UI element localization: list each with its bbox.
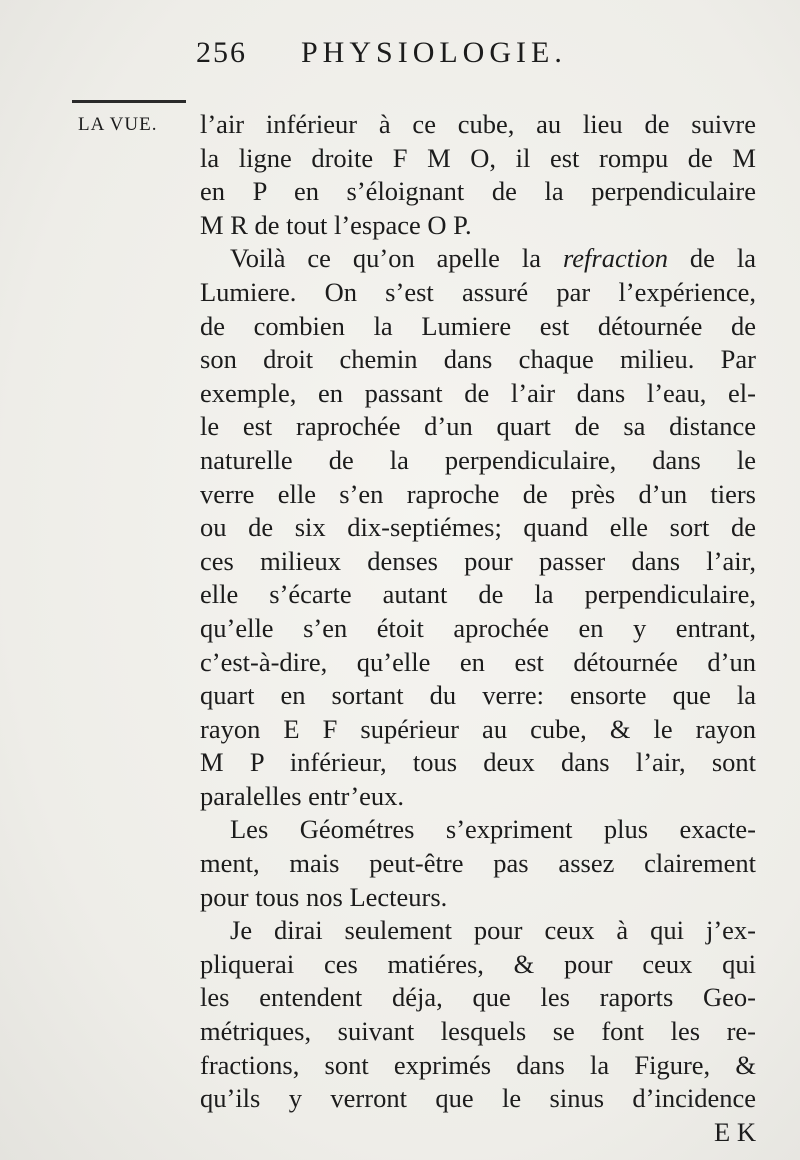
- running-title: PHYSIOLOGIE.: [301, 36, 567, 69]
- catchword-block: [200, 1116, 756, 1150]
- text-line: Je dirai seulement pour ceux à qui j’ex-: [230, 915, 756, 946]
- text-line: qu’elle s’en étoit aprochée en y entrant,: [200, 612, 756, 643]
- text-line: qu’ils y verront que le sinus d’incidence: [200, 1083, 756, 1114]
- text-line: fractions, sont exprimés dans la Figure, &: [200, 1049, 756, 1080]
- catchword: E K: [714, 1117, 756, 1147]
- text-line: rayon E F supérieur au cube, & le rayon: [200, 713, 756, 744]
- text-line: métriques, suivant lesquels se font les re-: [200, 1016, 756, 1047]
- text-line: pour tous nos Lecteurs.: [200, 881, 448, 912]
- text-line: Voilà ce qu’on apelle la refraction de la: [230, 243, 756, 274]
- text-line: le est raprochée d’un quart de sa distance: [200, 411, 756, 442]
- text-line: exemple, en passant de l’air dans l’eau, el-: [200, 377, 756, 408]
- text-line: l’air inférieur à ce cube, au lieu de suivre: [200, 109, 756, 139]
- text-line: les entendent déja, que les raports Geo-: [200, 982, 756, 1013]
- text-line: Les Géométres s’expriment plus exacte-: [230, 814, 756, 845]
- text-line: de combien la Lumiere est détournée de: [200, 310, 756, 341]
- text-line: ces milieux denses pour passer dans l’air,: [200, 545, 756, 576]
- text-line: paralelles entr’eux.: [200, 780, 405, 811]
- text-line: M P inférieur, tous deux dans l’air, sont: [200, 747, 756, 778]
- body-text: [200, 108, 756, 1116]
- text-line: verre elle s’en raproche de près d’un tiers: [200, 478, 756, 509]
- text-line: ou de six dix-septiémes; quand elle sort de: [200, 512, 756, 543]
- text-line: c’est-à-dire, qu’elle en est détournée d’un: [200, 646, 756, 677]
- page-header: [196, 36, 756, 70]
- text-line: quart en sortant du verre: ensorte que la: [200, 680, 756, 711]
- margin-rule: [72, 100, 186, 103]
- text-line: Lumiere. On s’est assuré par l’expérience,: [200, 276, 756, 307]
- text-line: elle s’écarte autant de la perpendiculaire,: [200, 579, 756, 610]
- text-line: M R de tout l’espace O P.: [200, 209, 472, 240]
- italic-term: refraction: [562, 243, 668, 274]
- text-line: naturelle de la perpendiculaire, dans le: [200, 444, 756, 475]
- text-line: ment, mais peut-être pas assez clairement: [200, 848, 756, 879]
- text-line: son droit chemin dans chaque milieu. Par: [200, 344, 756, 375]
- text-line: en P en s’éloignant de la perpendiculaire: [200, 176, 756, 207]
- margin-note: LA VUE.: [78, 114, 158, 135]
- text-line: la ligne droite F M O, il est rompu de M: [200, 142, 756, 173]
- page-number: 256: [196, 36, 247, 69]
- text-line: pliquerai ces matiéres, & pour ceux qui: [200, 948, 756, 979]
